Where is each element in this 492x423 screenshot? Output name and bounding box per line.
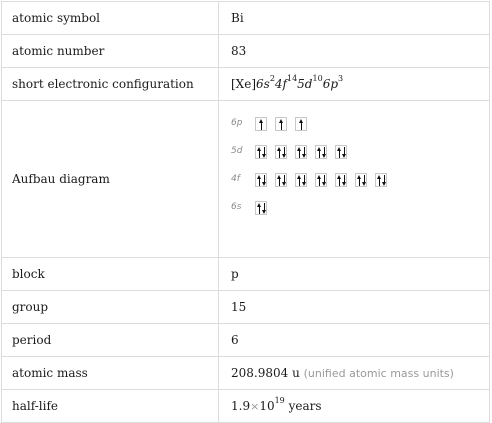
spin-down-arrow-icon bbox=[302, 175, 307, 186]
half-life-value bbox=[219, 390, 490, 423]
aufbau-diagram bbox=[231, 101, 489, 257]
electronic-configuration-value bbox=[219, 68, 490, 101]
orbital-box-4f-4 bbox=[315, 173, 327, 187]
spin-down-arrow-icon bbox=[302, 147, 307, 158]
electronic-configuration-label: short electronic configuration bbox=[2, 68, 219, 101]
orbital-box-4f-2 bbox=[275, 173, 287, 187]
atomic-mass-value bbox=[219, 357, 490, 390]
spin-down-arrow-icon bbox=[282, 147, 287, 158]
row-period bbox=[2, 324, 490, 357]
orbital-box-6p-3 bbox=[295, 117, 307, 131]
spin-down-arrow-icon bbox=[382, 175, 387, 186]
orbital-box-6s-1 bbox=[255, 201, 267, 215]
config-orbital-2: 4f bbox=[274, 77, 287, 91]
config-exponent-1: 2 bbox=[269, 74, 275, 83]
half-life-exponent: 19 bbox=[274, 396, 285, 405]
group-label: group bbox=[2, 291, 219, 324]
row-block bbox=[2, 258, 490, 291]
row-atomic-symbol bbox=[2, 2, 490, 35]
half-life-times: × bbox=[250, 400, 260, 413]
orbital-box-6p-2 bbox=[275, 117, 287, 131]
half-life-base: 10 bbox=[259, 399, 275, 413]
atomic-symbol-value: Bi bbox=[219, 2, 490, 35]
group-value: 15 bbox=[219, 291, 490, 324]
config-core: [Xe] bbox=[231, 77, 257, 91]
orbital-box-4f-5 bbox=[335, 173, 347, 187]
orbital-label-4f: 4f bbox=[231, 174, 240, 184]
atomic-mass-label: atomic mass bbox=[2, 357, 219, 390]
aufbau-diagram-value bbox=[219, 101, 490, 258]
spin-down-arrow-icon bbox=[322, 147, 327, 158]
orbital-label-6s: 6s bbox=[231, 202, 242, 212]
orbital-box-5d-5 bbox=[335, 145, 347, 159]
atomic-symbol-label: atomic symbol bbox=[2, 2, 219, 35]
orbital-box-5d-1 bbox=[255, 145, 267, 159]
orbital-box-6p-1 bbox=[255, 117, 267, 131]
atomic-mass-unit-note: (unified atomic mass units) bbox=[303, 367, 454, 380]
row-electronic-configuration bbox=[2, 68, 490, 101]
element-properties-table bbox=[1, 1, 490, 423]
config-exponent-3: 10 bbox=[312, 74, 323, 83]
orbital-box-5d-3 bbox=[295, 145, 307, 159]
orbital-label-5d: 5d bbox=[231, 146, 243, 156]
orbital-box-4f-7 bbox=[375, 173, 387, 187]
config-orbital-1: 6s bbox=[256, 77, 270, 91]
aufbau-diagram-label: Aufbau diagram bbox=[2, 101, 219, 258]
row-group bbox=[2, 291, 490, 324]
spin-down-arrow-icon bbox=[362, 175, 367, 186]
row-atomic-mass bbox=[2, 357, 490, 390]
period-value: 6 bbox=[219, 324, 490, 357]
block-value: p bbox=[219, 258, 490, 291]
half-life-mantissa: 1.9 bbox=[231, 399, 251, 413]
orbital-box-4f-1 bbox=[255, 173, 267, 187]
row-atomic-number bbox=[2, 35, 490, 68]
half-life-unit: years bbox=[288, 399, 322, 413]
spin-up-arrow-icon bbox=[299, 119, 304, 130]
spin-down-arrow-icon bbox=[322, 175, 327, 186]
config-orbital-4: 6p bbox=[322, 77, 339, 91]
atomic-mass-number: 208.9804 u bbox=[231, 366, 300, 380]
spin-up-arrow-icon bbox=[279, 119, 284, 130]
spin-down-arrow-icon bbox=[342, 175, 347, 186]
atomic-number-value: 83 bbox=[219, 35, 490, 68]
atomic-number-label: atomic number bbox=[2, 35, 219, 68]
half-life-label: half-life bbox=[2, 390, 219, 423]
spin-down-arrow-icon bbox=[262, 147, 267, 158]
block-label: block bbox=[2, 258, 219, 291]
spin-down-arrow-icon bbox=[262, 175, 267, 186]
spin-down-arrow-icon bbox=[282, 175, 287, 186]
spin-up-arrow-icon bbox=[259, 119, 264, 130]
config-orbital-3: 5d bbox=[297, 77, 313, 91]
row-half-life bbox=[2, 390, 490, 423]
orbital-box-4f-3 bbox=[295, 173, 307, 187]
orbital-label-6p: 6p bbox=[231, 118, 243, 128]
spin-down-arrow-icon bbox=[262, 203, 267, 214]
config-exponent-4: 3 bbox=[338, 74, 344, 83]
period-label: period bbox=[2, 324, 219, 357]
orbital-box-5d-2 bbox=[275, 145, 287, 159]
config-exponent-2: 14 bbox=[286, 74, 298, 83]
row-aufbau-diagram bbox=[2, 101, 490, 258]
spin-down-arrow-icon bbox=[342, 147, 347, 158]
orbital-box-4f-6 bbox=[355, 173, 367, 187]
orbital-box-5d-4 bbox=[315, 145, 327, 159]
